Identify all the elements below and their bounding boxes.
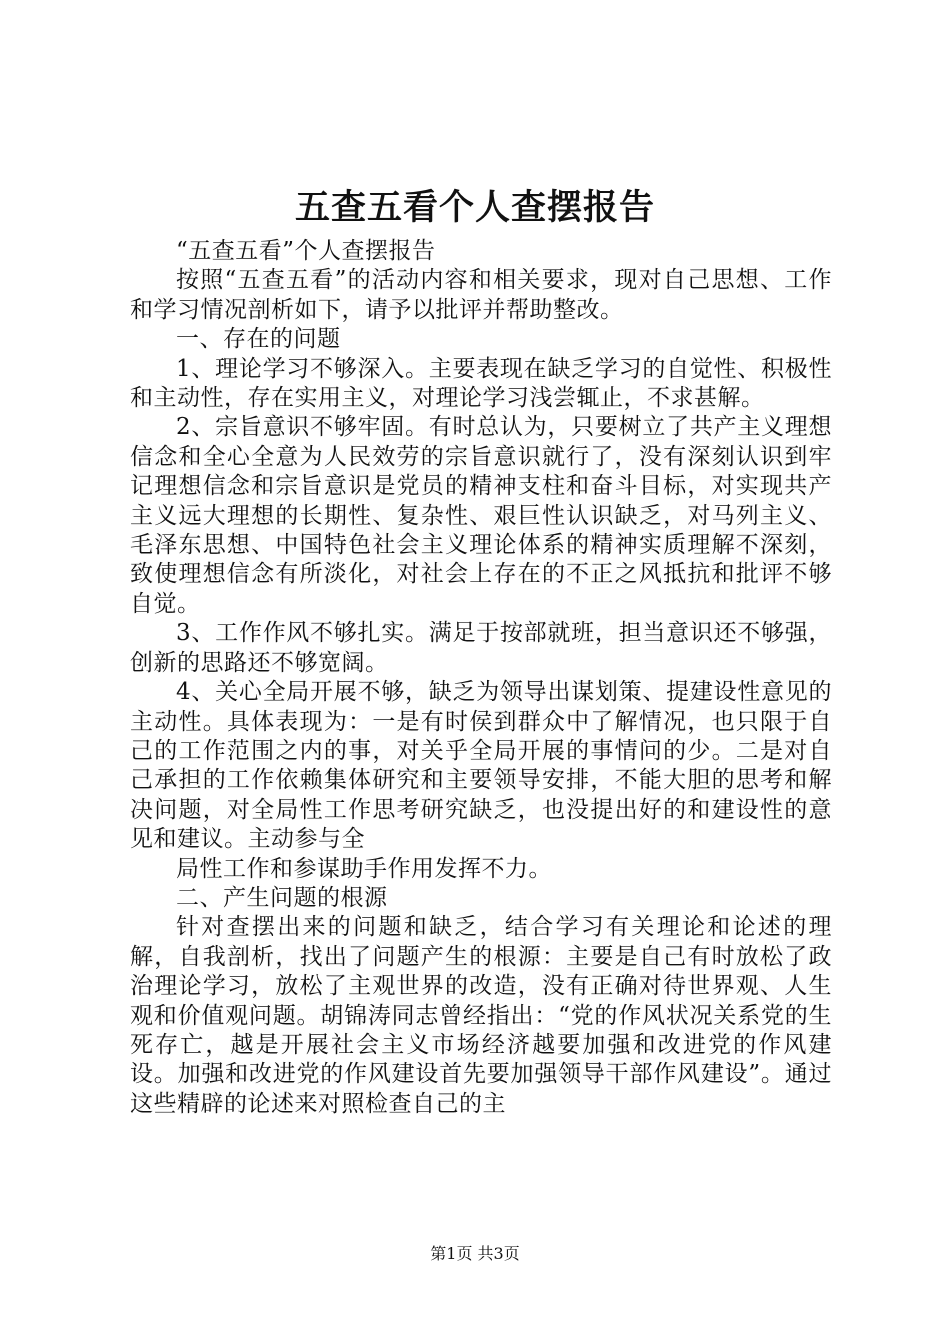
problem-4-paragraph: 4、关心全局开展不够，缺乏为领导出谋划策、提建设性意见的主动性。具体表现为：一是有时侯到群众中了解情况，也只限于自己的工作范围之内的事，对关乎全局开展的事情问的少。二是对自己承担的工作依赖集体研究和主要领导安排，不能大胆的思考和解决问题，对全局性工作思考研究缺乏，也没提出好的和建设性的意见和建议。主动参与全 (130, 679, 832, 853)
section-heading-roots: 二、产生问题的根源 (176, 884, 388, 911)
problem-4-continuation: 局性工作和参谋助手作用发挥不力。 (176, 855, 552, 882)
roots-paragraph: 针对查摆出来的问题和缺乏，结合学习有关理论和论述的理解，自我剖析，找出了问题产生的根源：主要是自己有时放松了政治理论学习，放松了主观世界的改造，没有正确对待世界观、人生观和价值观问题。胡锦涛同志曾经指出：“党的作风状况关系党的生死存亡，越是开展社会主义市场经济越要加强和改进党的作风建设。加强和改进党的作风建设首先要加强领导干部作风建设”。通过这些精辟的论述来对照检查自己的主 (130, 914, 832, 1117)
problem-3-paragraph: 3、工作作风不够扎实。满足于按部就班，担当意识还不够强，创新的思路还不够宽阔。 (130, 620, 832, 676)
document-title: 五查五看个人查摆报告 (294, 187, 655, 228)
section-heading-problems: 一、存在的问题 (176, 326, 341, 353)
problem-2-paragraph: 2、宗旨意识不够牢固。有时总认为，只要树立了共产主义理想信念和全心全意为人民效劳的宗旨意识就行了，没有深刻认识到牢记理想信念和宗旨意识是党员的精神支柱和奋斗目标，对实现共产主义远大理想的长期性、复杂性、艰巨性认识缺乏，对马列主义、毛泽东思想、中国特色社会主义理论体系的精神实质理解不深刻，致使理想信念有所淡化，对社会上存在的不正之风抵抗和批评不够自觉。 (130, 414, 832, 617)
intro-paragraph: 按照“五查五看”的活动内容和相关要求，现对自己思想、工作和学习情况剖析如下，请予以批评并帮助整改。 (130, 267, 832, 323)
page-footer: 第1页 共3页 (430, 1244, 520, 1263)
problem-1-paragraph: 1、理论学习不够深入。主要表现在缺乏学习的自觉性、积极性和主动性，存在实用主义，对理论学习浅尝辄止，不求甚解。 (130, 355, 832, 412)
subtitle-paragraph: “五查五看”个人查摆报告 (176, 238, 436, 264)
document-body (130, 237, 832, 1119)
